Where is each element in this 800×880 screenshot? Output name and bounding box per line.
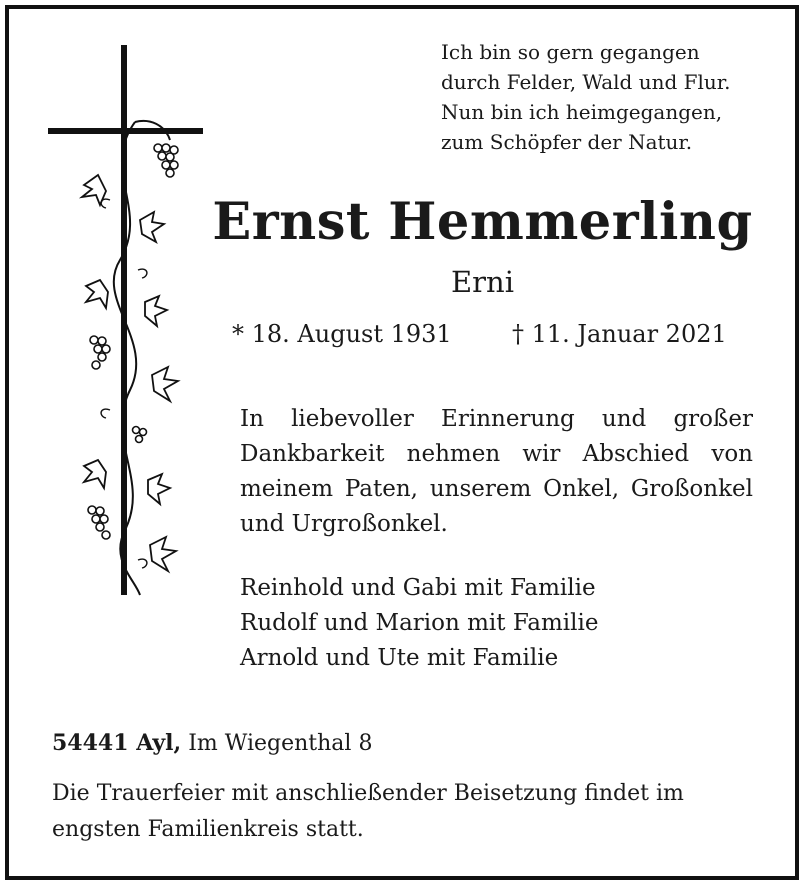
mourner-line: Rudolf und Marion mit Familie (240, 610, 599, 636)
address (52, 730, 372, 756)
poem-line: durch Felder, Wald und Flur. (441, 70, 731, 94)
mourner-line: Reinhold und Gabi mit Familie (240, 575, 596, 601)
death-date: † 11. Januar 2021 (512, 320, 727, 348)
birth-date: * 18. August 1931 (232, 320, 452, 348)
farewell-message: In liebevoller Erinnerung und großer Dankbarkeit nehmen wir Abschied von meinem Paten, unserem Onkel, Großonkel und Urgroßonkel. (240, 406, 753, 537)
deceased-nickname: Erni (451, 265, 514, 299)
funeral-note: Die Trauerfeier mit anschließender Beisetzung findet im engsten Familienkreis statt. (52, 781, 684, 842)
address-street: Im Wiegenthal 8 (188, 731, 373, 756)
poem-line: zum Schöpfer der Natur. (441, 130, 693, 154)
mourners-list (240, 571, 598, 676)
deceased-name: Ernst Hemmerling (212, 192, 753, 252)
mourner-line: Arnold und Ute mit Familie (240, 645, 559, 671)
cross-with-grapevine-icon (40, 40, 215, 600)
poem-line: Nun bin ich heimgegangen, (441, 100, 723, 124)
poem-line: Ich bin so gern gegangen (441, 40, 700, 64)
poem (441, 37, 781, 157)
address-postal-city: 54441 Ayl, (52, 730, 182, 756)
